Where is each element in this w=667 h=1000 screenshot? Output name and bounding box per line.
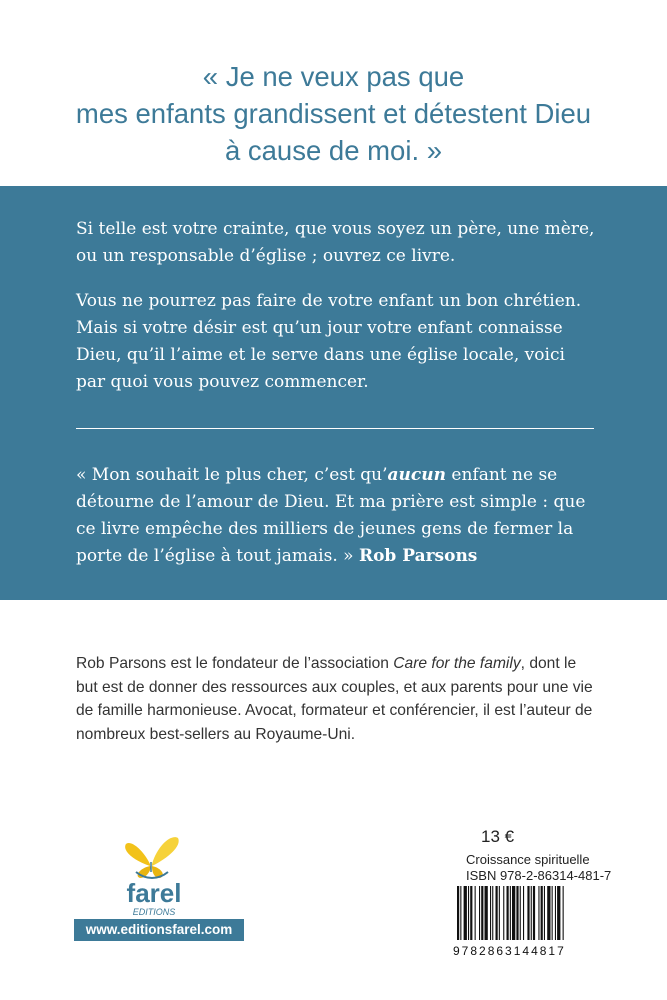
barcode-bars — [449, 886, 595, 944]
logo-subtext: EDITIONS — [132, 907, 176, 917]
author-quote — [76, 462, 596, 570]
isbn-label: ISBN 978-2-86314-481-7 — [466, 868, 612, 883]
barcode-bar — [516, 886, 518, 940]
barcode-bar — [555, 886, 556, 940]
barcode-bar — [512, 886, 515, 940]
quote-end: enfant ne se détourne de l’amour de Dieu. Et ma prière est simple : que ce livre empêche des milliers de jeunes gens de fermer la porte de l’église à tout jamais. » — [76, 465, 586, 566]
divider-line — [76, 428, 594, 429]
organization-name: Care for the family — [393, 655, 521, 672]
category-label: Croissance spirituelle — [466, 852, 590, 867]
price-label: 13 € — [481, 827, 515, 846]
back-cover-headline — [0, 58, 667, 169]
farel-logo — [106, 830, 202, 918]
barcode-bar — [464, 886, 467, 940]
barcode-bar — [499, 886, 500, 940]
barcode-bar — [510, 886, 511, 940]
quote-start: « Mon souhait le plus cher, c’est qu’ — [76, 465, 388, 485]
barcode-bar — [485, 886, 488, 940]
author-bio — [76, 652, 596, 746]
barcode-bar — [460, 886, 461, 940]
bio-part-1: Rob Parsons est le fondateur de l’association — [76, 655, 394, 672]
barcode-bar — [523, 886, 524, 940]
barcode-bar — [527, 886, 529, 940]
barcode-bar — [490, 886, 491, 940]
blue-text-band — [0, 186, 667, 600]
intro-paragraph: Si telle est votre crainte, que vous soyez un père, une mère, ou un responsable d’église ; ouvrez ce livre. — [76, 219, 595, 266]
quote-emphasis: aucun — [387, 465, 446, 485]
barcode — [449, 886, 595, 950]
barcode-bar — [557, 886, 560, 940]
barcode-bar — [481, 886, 483, 940]
publisher-url: www.editionsfarel.com — [74, 919, 244, 941]
barcode-bar — [531, 886, 532, 940]
barcode-bar — [541, 886, 543, 940]
description-paragraph: Vous ne pourrez pas faire de votre enfant un bon chrétien. Mais si votre désir est qu’un jour votre enfant connaisse Dieu, qu’il l’aime et le serve dans une église locale, voici par quoi vous pouvez commencer. — [76, 291, 582, 392]
barcode-bar — [503, 886, 504, 940]
barcode-bar — [468, 886, 469, 940]
barcode-bar — [547, 886, 550, 940]
barcode-number: 9782863144817 — [453, 944, 566, 958]
barcode-bar — [492, 886, 493, 940]
logo-wordmark: farel — [126, 878, 182, 908]
barcode-bar — [533, 886, 535, 940]
bio-part-2: , dont le but est de donner des ressources aux couples, et aux parents pour une vie de famille harmonieuse. Avocat, formateur et conférencier, il est l’auteur de nombreux best-sellers au Royaume-Uni. — [76, 655, 593, 743]
barcode-bar — [552, 886, 553, 940]
barcode-bar — [520, 886, 521, 940]
barcode-bar — [507, 886, 509, 940]
barcode-bar — [475, 886, 476, 940]
barcode-bar — [470, 886, 472, 940]
headline-line-3: à cause de moi. » — [224, 135, 443, 166]
barcode-bar — [496, 886, 498, 940]
barcode-bar — [457, 886, 459, 940]
headline-line-1: « Je ne veux pas que — [202, 61, 465, 92]
headline-line-2: mes enfants grandissent et détestent Dieu — [75, 98, 592, 129]
barcode-bar — [538, 886, 539, 940]
barcode-bar — [479, 886, 480, 940]
barcode-bar — [544, 886, 545, 940]
butterfly-icon — [106, 830, 202, 918]
quote-author: Rob Parsons — [358, 546, 478, 566]
barcode-bar — [563, 886, 564, 940]
